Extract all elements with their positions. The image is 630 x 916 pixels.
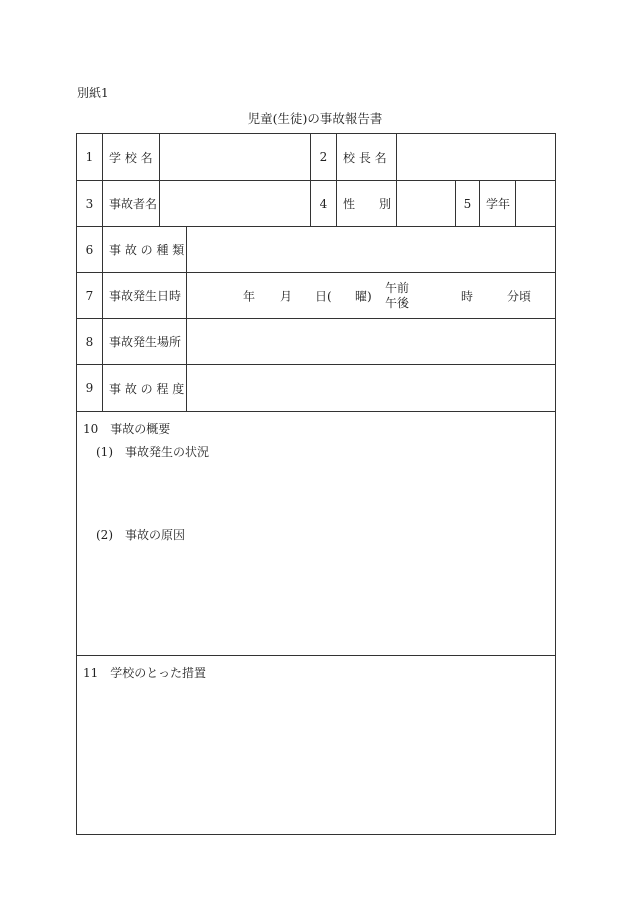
row-accident-datetime — [77, 273, 555, 319]
accident-type-label: 事 故 の 種 類 — [103, 227, 187, 272]
accident-situation-heading: (1) 事故発生の状況 — [96, 445, 209, 459]
item-number-5: 5 — [456, 181, 480, 226]
grade-field[interactable] — [516, 181, 555, 226]
document-title: 児童(生徒)の事故報告書 — [247, 111, 383, 126]
item-number-6: 6 — [77, 227, 103, 272]
day-unit: 日( — [315, 289, 332, 303]
accident-datetime-label: 事故発生日時 — [103, 273, 187, 318]
accident-severity-label: 事 故 の 程 度 — [103, 365, 187, 411]
section-accident-summary[interactable] — [77, 412, 555, 656]
year-unit: 年 — [243, 289, 256, 303]
hour-unit: 時 — [461, 289, 474, 303]
am-option[interactable]: 午前 — [385, 281, 410, 295]
item-number-1: 1 — [77, 134, 103, 180]
section-school-measures[interactable] — [77, 656, 555, 834]
minute-unit: 分頃 — [507, 289, 532, 303]
weekday-unit: 曜) — [355, 289, 372, 303]
principal-name-field[interactable] — [397, 134, 555, 180]
item-number-4: 4 — [311, 181, 337, 226]
accident-type-field[interactable] — [187, 227, 555, 272]
item-number-9: 9 — [77, 365, 103, 411]
school-measures-title: 11 学校のとった措置 — [83, 666, 207, 680]
item-number-7: 7 — [77, 273, 103, 318]
principal-name-label: 校 長 名 — [337, 134, 397, 180]
row-school — [77, 134, 555, 181]
school-name-label: 学 校 名 — [103, 134, 160, 180]
gender-field[interactable] — [397, 181, 456, 226]
row-person — [77, 181, 555, 227]
report-form — [76, 133, 556, 835]
item-number-2: 2 — [311, 134, 337, 180]
gender-label: 性 別 — [337, 181, 397, 226]
am-pm-selector[interactable] — [385, 281, 409, 311]
grade-label: 学年 — [480, 181, 516, 226]
month-unit: 月 — [280, 289, 293, 303]
school-name-field[interactable] — [160, 134, 311, 180]
accident-location-label: 事故発生場所 — [103, 319, 187, 364]
accident-person-field[interactable] — [160, 181, 311, 226]
accident-cause-heading: (2) 事故の原因 — [96, 528, 185, 542]
attachment-label: 別紙1 — [77, 86, 109, 100]
item-number-8: 8 — [77, 319, 103, 364]
accident-severity-field[interactable] — [187, 365, 555, 411]
accident-location-field[interactable] — [187, 319, 555, 364]
accident-datetime-field[interactable] — [187, 273, 555, 318]
accident-person-label: 事故者名 — [103, 181, 160, 226]
row-accident-type — [77, 227, 555, 273]
pm-option[interactable]: 午後 — [385, 296, 410, 310]
accident-summary-title: 10 事故の概要 — [83, 422, 171, 436]
item-number-3: 3 — [77, 181, 103, 226]
row-accident-location — [77, 319, 555, 365]
row-accident-severity — [77, 365, 555, 412]
